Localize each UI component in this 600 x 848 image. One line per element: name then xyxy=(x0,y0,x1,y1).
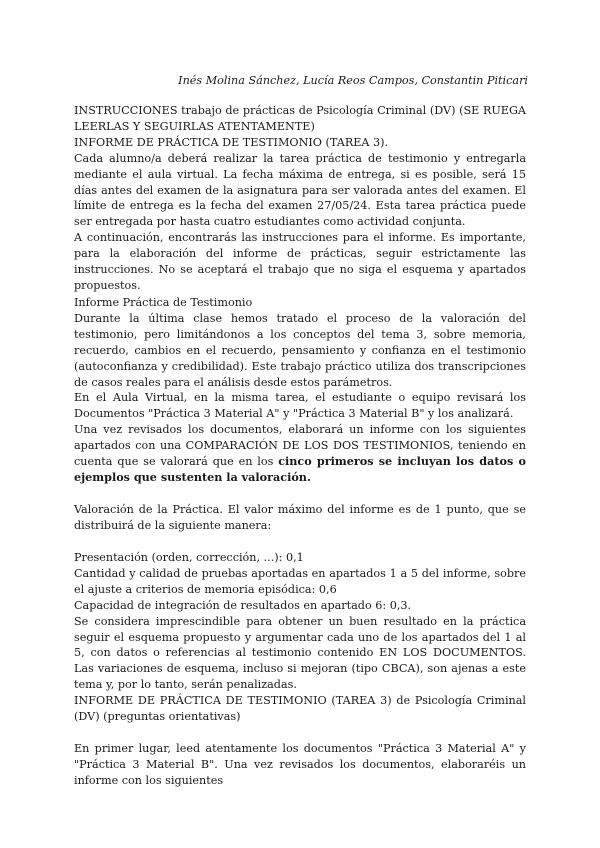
orientation-section xyxy=(74,741,526,789)
delivery-paragraph: Cada alumno/a deberá realizar la tarea práctica de testimonio y entregarla mediante el aula virtual. La fecha máxima de entrega, si es posible, será 15 días antes del examen de la asignatura para ser valorada antes del examen. El límite de entrega es la fecha del examen 27/05/24. Esta tarea práctica puede ser entregada por hasta cuatro estudiantes como actividad conjunta. xyxy=(74,151,526,229)
report-title: INFORME DE PRÁCTICA DE TESTIMONIO (TAREA 3). xyxy=(74,135,389,149)
instructions-section xyxy=(74,103,526,294)
instructions-title: INSTRUCCIONES trabajo de prácticas de Psicología Criminal (DV) (SE RUEGA LEERLAS Y SEGUIRLAS ATENTAMENTE) xyxy=(74,104,526,133)
criterion-presentation: Presentación (orden, corrección, ...): 0,1 xyxy=(74,551,304,564)
comparison-paragraph xyxy=(74,422,526,486)
aula-paragraph: En el Aula Virtual, en la misma tarea, el estudiante o equipo revisará los Documentos "Práctica 3 Material A" y "Práctica 3 Material B" y los analizará. xyxy=(74,391,526,420)
criterion-evidence: Cantidad y calidad de pruebas aportadas en apartados 1 a 5 del informe, sobre el ajuste a criterios de memoria episódica: 0,6 xyxy=(74,566,526,596)
instructions-paragraph: A continuación, encontrarás las instrucciones para el informe. Es importante, para la elaboración del informe de prácticas, seguir estrictamente las instrucciones. No se aceptará el trabajo que no siga el esquema y apartados propuestos. xyxy=(74,231,526,292)
second-report-section xyxy=(74,693,526,725)
orientation-paragraph: En primer lugar, leed atentamente los documentos "Práctica 3 Material A" y "Práctica 3 Material B". Una vez revisados los documentos, elaboraréis un informe con los siguientes xyxy=(74,742,526,787)
authors-line: Inés Molina Sánchez, Lucía Reos Campos, Constantin Piticari xyxy=(178,74,528,87)
informe-paragraph: Durante la última clase hemos tratado el proceso de la valoración del testimonio, pero limitándonos a los conceptos del tema 3, sobre memoria, recuerdo, cambios en el recuerdo, pensamiento y confianza en el testimonio (autoconfianza y credibilidad). Este trabajo práctico utiliza dos transcripciones de casos reales para el análisis desde estos parámetros. xyxy=(74,311,526,389)
valoracion-intro: Valoración de la Práctica. El valor máximo del informe es de 1 punto, que se distribuirá de la siguiente manera: xyxy=(74,503,526,532)
second-report-title: INFORME DE PRÁCTICA DE TESTIMONIO (TAREA 3) de Psicología Criminal (DV) (preguntas orientativas) xyxy=(74,694,526,723)
informe-heading: Informe Práctica de Testimonio xyxy=(74,296,253,309)
comparison-bold-text: cinco primeros se incluyan los datos o ejemplos que sustenten la valoración. xyxy=(74,453,526,484)
informe-section xyxy=(74,295,526,390)
aula-section xyxy=(74,390,526,485)
criterion-integration: Capacidad de integración de resultados en apartado 6: 0,3. xyxy=(74,598,412,612)
criteria-section xyxy=(74,550,526,693)
valoracion-section xyxy=(74,502,526,534)
penalty-note: Se considera imprescindible para obtener un buen resultado en la práctica seguir el esquema propuesto y argumentar cada uno de los apartados del 1 al 5, con datos o referencias al testimonio contenido EN LOS DOCUMENTOS. Las variaciones de esquema, incluso si mejoran (tipo CBCA), son ajenas a este tema y, por lo tanto, serán penalizadas. xyxy=(74,614,526,692)
comparison-text: Una vez revisados los documentos, elaborará un informe con los siguientes apartados con una COMPARACIÓN DE LOS DOS TESTIMONIOS, teniendo en cuenta que se valorará que en los xyxy=(74,422,526,468)
